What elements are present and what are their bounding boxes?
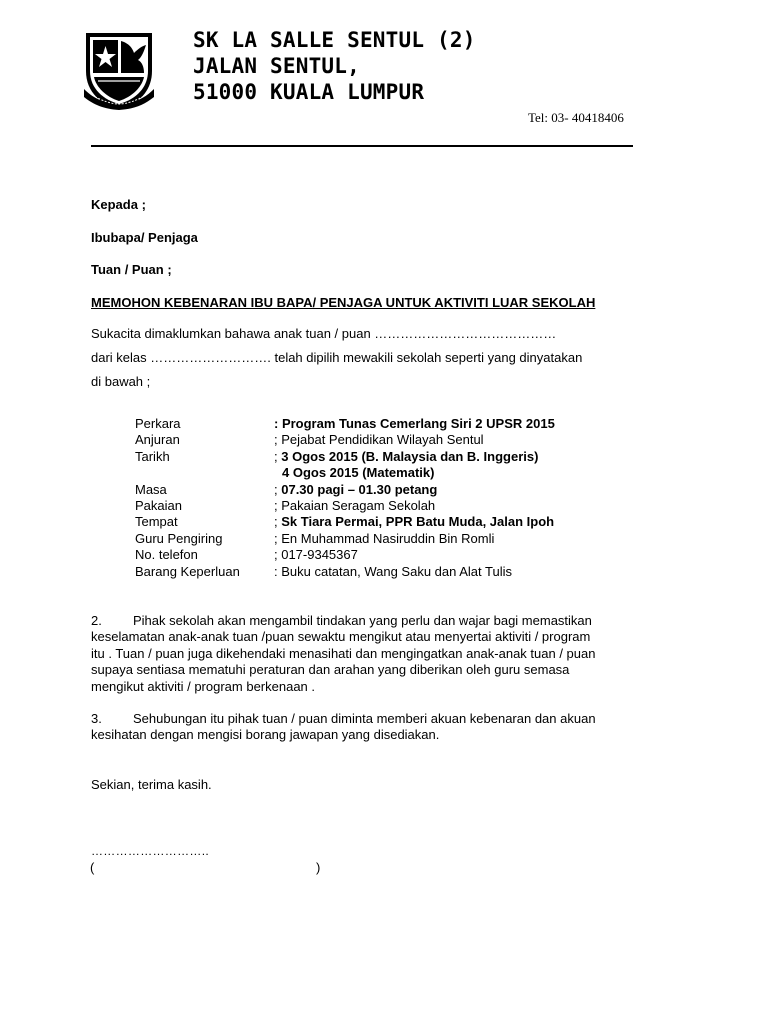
detail-separator: ; — [274, 448, 282, 464]
detail-label: Barang Keperluan — [135, 563, 240, 579]
intro-paragraph — [91, 322, 582, 394]
recipient-ibubapa: Ibubapa/ Penjaga — [91, 230, 198, 245]
paragraph-2-line-1: Pihak sekolah akan mengambil tindakan yang perlu dan wajar bagi memastikan — [133, 613, 592, 628]
detail-row-anjuran — [135, 432, 555, 448]
school-header — [193, 27, 476, 105]
signature-line: ……………………….. — [91, 844, 209, 858]
closing-text: Sekian, terima kasih. — [91, 777, 212, 792]
paragraph-3 — [91, 711, 651, 744]
detail-value: ; Pakaian Seragam Sekolah — [274, 498, 436, 514]
detail-label: Perkara — [135, 416, 181, 431]
paragraph-3-line-2: kesihatan dengan mengisi borang jawapan yang disediakan. — [91, 727, 440, 743]
address-line-2: 51000 KUALA LUMPUR — [193, 80, 425, 104]
detail-row-guru-pengiring — [135, 531, 555, 547]
detail-row-no-telefon — [135, 547, 555, 563]
name-bracket-close: ) — [316, 860, 321, 875]
detail-value: : Buku catatan, Wang Saku dan Alat Tulis — [274, 563, 512, 579]
paragraph-number: 3. — [91, 711, 102, 726]
detail-label: Guru Pengiring — [135, 530, 223, 546]
header-divider — [91, 145, 633, 147]
detail-value: ; Pejabat Pendidikan Wilayah Sentul — [274, 432, 484, 448]
detail-label: Anjuran — [135, 432, 180, 448]
intro-line-1: Sukacita dimaklumkan bahawa anak tuan / puan …………………………………… — [91, 326, 557, 341]
detail-row-pakaian — [135, 498, 555, 514]
detail-value-2: 4 Ogos 2015 (Matematik) — [282, 465, 435, 481]
paragraph-2-line-2: keselamatan anak-anak tuan /puan sewaktu mengikut atau menyertai aktiviti / program — [91, 629, 591, 645]
detail-row-tarikh — [135, 449, 555, 465]
detail-separator: ; — [274, 514, 282, 530]
school-crest-icon — [82, 27, 156, 111]
detail-value: ; En Muhammad Nasiruddin Bin Romli — [274, 530, 495, 546]
telephone-number: Tel: 03- 40418406 — [528, 110, 624, 125]
intro-line-3: di bawah ; — [91, 374, 151, 389]
detail-value: 07.30 pagi – 01.30 petang — [281, 481, 438, 497]
detail-row-perkara — [135, 416, 555, 432]
detail-value: Sk Tiara Permai, PPR Batu Muda, Jalan Ipoh — [281, 514, 555, 530]
address-line-1: JALAN SENTUL, — [193, 54, 360, 78]
letter-subject: MEMOHON KEBENARAN IBU BAPA/ PENJAGA UNTUK AKTIVITI LUAR SEKOLAH — [91, 295, 596, 310]
detail-label: No. telefon — [135, 547, 198, 563]
detail-row-barang-keperluan — [135, 564, 555, 580]
paragraph-2 — [91, 613, 651, 695]
intro-line-2: dari kelas ………………………. telah dipilih mewakili sekolah seperti yang dinyatakan — [91, 350, 583, 365]
detail-label: Tempat — [135, 514, 178, 530]
paragraph-2-line-4: supaya sentiasa mematuhi peraturan dan arahan yang diberikan oleh guru semasa — [91, 662, 570, 678]
detail-label: Tarikh — [135, 448, 170, 464]
detail-value: ; 017-9345367 — [274, 547, 358, 563]
recipient-kepada: Kepada ; — [91, 197, 146, 212]
paragraph-2-line-5: mengikut aktiviti / program berkenaan . — [91, 678, 315, 694]
detail-value: : Program Tunas Cemerlang Siri 2 UPSR 2015 — [274, 416, 555, 431]
paragraph-3-line-1: Sehubungan itu pihak tuan / puan diminta memberi akuan kebenaran dan akuan — [133, 711, 596, 726]
detail-label: Masa — [135, 481, 167, 497]
detail-row-tarikh-cont — [135, 465, 555, 481]
detail-value: 3 Ogos 2015 (B. Malaysia dan B. Inggeris) — [281, 448, 539, 464]
school-name: SK LA SALLE SENTUL (2) — [193, 28, 476, 52]
name-bracket-open: ( — [90, 860, 95, 875]
detail-row-tempat — [135, 514, 555, 530]
activity-details — [135, 416, 555, 580]
paragraph-2-line-3: itu . Tuan / puan juga dikehendaki menasihati dan mengingatkan anak-anak tuan / puan — [91, 645, 596, 661]
paragraph-number: 2. — [91, 613, 102, 628]
detail-row-masa — [135, 482, 555, 498]
detail-label: Pakaian — [135, 498, 182, 514]
recipient-salutation: Tuan / Puan ; — [91, 262, 172, 277]
detail-separator: ; — [274, 481, 282, 497]
